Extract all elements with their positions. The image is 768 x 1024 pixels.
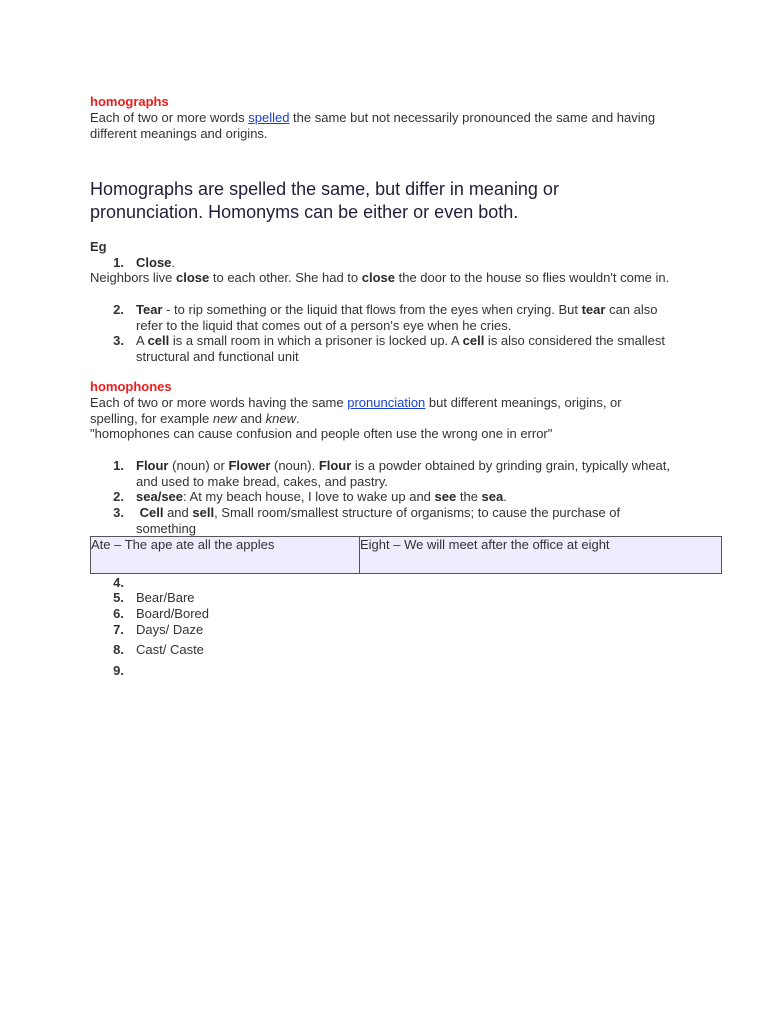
quote: "homophones can cause confusion and people often use the wrong one in error": [90, 426, 553, 441]
text: is also considered the smallest: [484, 333, 665, 348]
list-number: 2.: [113, 489, 124, 504]
list-number: 3.: [113, 333, 124, 348]
word: tear: [581, 302, 606, 317]
text: the: [456, 489, 482, 504]
list-item: Cast/ Caste: [136, 642, 204, 657]
word: see: [161, 489, 184, 504]
text: : At my beach house, I love to wake up and: [183, 489, 435, 504]
list-item-close: [136, 255, 696, 271]
table-cell-eight: Eight – We will meet after the office at eight: [360, 537, 722, 574]
eg-label: Eg: [90, 239, 107, 254]
text: can also: [605, 302, 658, 317]
spelled-link[interactable]: spelled: [248, 110, 290, 125]
list-number: 1.: [113, 255, 124, 270]
text: the door to the house so flies wouldn't come in.: [395, 270, 670, 285]
text: something: [136, 520, 196, 536]
list-number: 7.: [113, 622, 124, 637]
def-text: the same but not necessarily pronounced the same and having: [289, 110, 656, 125]
text: - to rip something or the liquid that flows from the eyes when crying. But: [162, 302, 582, 317]
list-number: 8.: [113, 642, 124, 657]
list-item: Board/Bored: [136, 606, 209, 621]
word: close: [361, 270, 396, 285]
text: structural and functional unit: [136, 348, 299, 364]
list-item: Days/ Daze: [136, 622, 204, 637]
pronunciation-link[interactable]: pronunciation: [347, 395, 426, 410]
word: Cell: [139, 505, 164, 520]
list-item-flour: [136, 458, 696, 489]
text: (noun) or: [168, 458, 229, 473]
punct: .: [171, 255, 176, 270]
word: sea: [136, 489, 158, 504]
word: Flower: [228, 458, 271, 473]
text: refer to the liquid that comes out of a person's eye when he cries.: [136, 317, 512, 333]
list-number: 5.: [113, 590, 124, 605]
text: and used to make bread, cakes, and pastry.: [136, 473, 388, 489]
list-number: 2.: [113, 302, 124, 317]
homophones-heading: homophones: [90, 379, 172, 394]
punct: .: [503, 489, 507, 504]
list-number: 4.: [113, 575, 124, 590]
slash: /: [157, 489, 162, 504]
text: to each other. She had to: [209, 270, 362, 285]
text: Neighbors live: [90, 270, 176, 285]
word: sea: [481, 489, 504, 504]
list-item-tear: [136, 302, 696, 333]
text: (noun).: [270, 458, 319, 473]
text: is a small room in which a prisoner is locked up. A: [169, 333, 463, 348]
text: and: [163, 505, 193, 520]
example-table: [90, 536, 722, 574]
table-row: [91, 537, 722, 574]
def-text: Each of two or more words: [90, 110, 249, 125]
word: Flour: [136, 458, 169, 473]
list-number: 9.: [113, 663, 124, 678]
homographs-definition: [90, 110, 730, 141]
word: Tear: [136, 302, 163, 317]
homographs-heading: homographs: [90, 94, 169, 109]
homographs-summary: [90, 178, 710, 224]
text: spelling, for example: [90, 410, 213, 426]
summary-line: Homographs are spelled the same, but differ in meaning or: [90, 179, 559, 199]
word: cell: [462, 333, 485, 348]
word: cell: [147, 333, 170, 348]
word: Close: [136, 255, 172, 270]
text: A: [136, 333, 148, 348]
list-number: 1.: [113, 458, 124, 473]
text: but different meanings, origins, or: [425, 395, 622, 410]
text: and: [236, 410, 266, 426]
text: .: [295, 410, 300, 426]
homophones-definition: [90, 395, 730, 442]
list-item-cell-sell: [136, 505, 696, 536]
list-number: 3.: [113, 505, 124, 520]
example-word: new: [212, 410, 237, 426]
list-item-sea-see: [136, 489, 696, 505]
table-cell-ate: Ate – The ape ate all the apples: [91, 537, 360, 574]
word: sell: [192, 505, 215, 520]
word: close: [176, 270, 210, 285]
close-sentence: [90, 270, 750, 286]
list-item: Bear/Bare: [136, 590, 195, 605]
def-text: different meanings and origins.: [90, 125, 268, 141]
list-item-cell: [136, 333, 696, 364]
text: Each of two or more words having the same: [90, 395, 348, 410]
example-word: knew: [265, 410, 296, 426]
text: is a powder obtained by grinding grain, typically wheat,: [351, 458, 670, 473]
word: Flour: [318, 458, 352, 473]
text: , Small room/smallest structure of organisms; to cause the purchase of: [214, 505, 621, 520]
list-number: 6.: [113, 606, 124, 621]
word: see: [434, 489, 457, 504]
summary-line: pronunciation. Homonyms can be either or even both.: [90, 202, 519, 222]
